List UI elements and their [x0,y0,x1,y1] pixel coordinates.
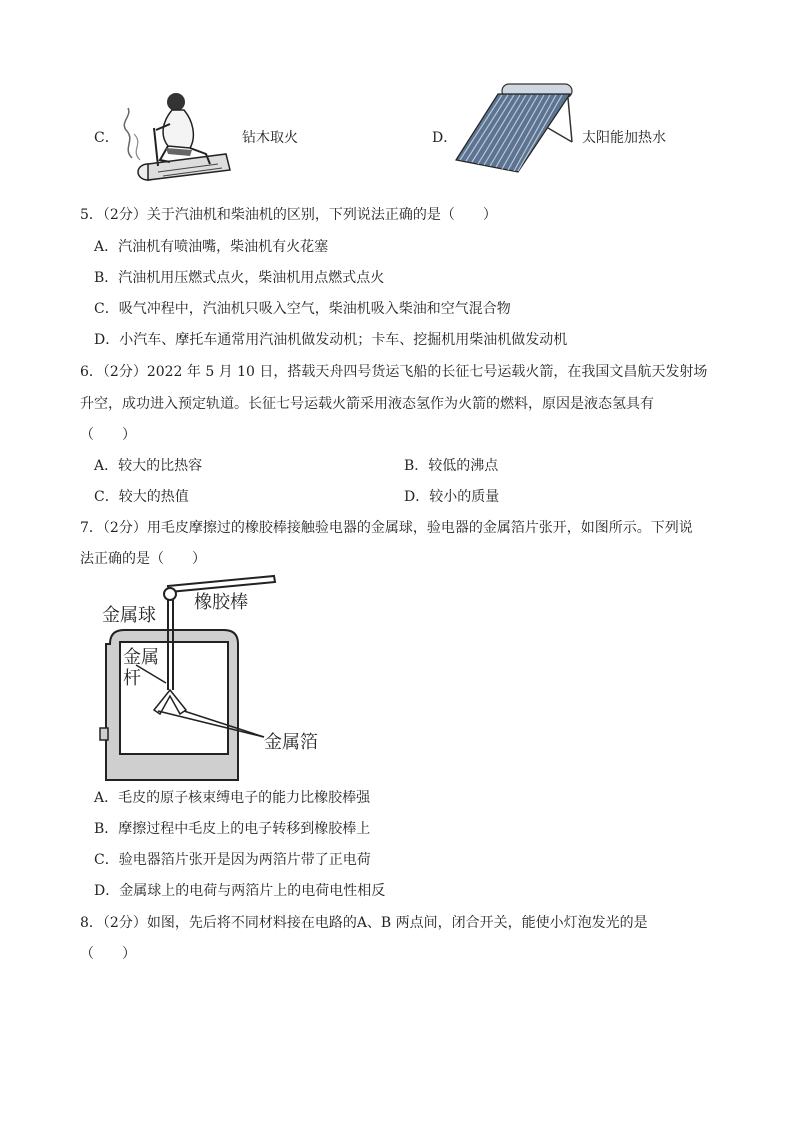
q6-stem-line3: （ ） [80,427,136,443]
q7-stem-line1: 7．（2分）用毛皮摩擦过的橡胶棒接触验电器的金属球，验电器的金属箔片张开，如图所示。下列说 [80,520,693,536]
drilling-wood-fire-image [118,88,236,184]
q4-option-d-label: 太阳能加热水 [582,130,666,146]
q6-option-b: B．较低的沸点 [404,458,499,474]
q5-option-c: C．吸气冲程中，汽油机只吸入空气，柴油机吸入柴油和空气混合物 [94,301,511,317]
q6-option-c: C．较大的热值 [94,489,189,505]
electroscope-diagram [96,570,336,784]
q6-option-a: A．较大的比热容 [94,458,203,474]
q7-option-c: C．验电器箔片张开是因为两箔片带了正电荷 [94,852,371,868]
q7-stem-line2: 法正确的是（ ） [80,551,206,567]
q6-stem-line2: 升空，成功进入预定轨道。长征七号运载火箭采用液态氢作为火箭的燃料，原因是液态氢具有 [80,396,654,412]
label-metal-stem-1: 金属 [123,647,159,668]
solar-water-heater-image [452,80,576,176]
q7-option-b: B．摩擦过程中毛皮上的电子转移到橡胶棒上 [94,821,371,837]
q8-stem-line2: （ ） [80,946,136,962]
q5-option-a: A．汽油机有喷油嘴，柴油机有火花塞 [94,239,329,255]
label-metal-foil: 金属箔 [264,732,318,753]
label-rubber-rod: 橡胶棒 [194,592,248,613]
metal-ball [164,588,176,600]
rubber-rod [168,576,275,592]
q8-stem-line1: 8．（2分）如图，先后将不同材料接在电路的A、B 两点间，闭合开关，能使小灯泡发光的是 [80,915,648,931]
q6-stem-line1: 6．（2分）2022 年 5 月 10 日，搭载天舟四号货运飞船的长征七号运载火箭，在我国文昌航天发射场 [80,364,708,380]
q5-option-b: B．汽油机用压燃式点火，柴油机用点燃式点火 [94,270,385,286]
label-metal-stem-2: 杆 [123,668,141,689]
q7-option-d: D．金属球上的电荷与两箔片上的电荷电性相反 [94,883,386,899]
label-metal-ball: 金属球 [102,605,156,626]
q7-option-a: A．毛皮的原子核束缚电子的能力比橡胶棒强 [94,790,371,806]
q6-option-d: D．较小的质量 [404,489,500,505]
q5-option-d: D．小汽车、摩托车通常用汽油机做发动机；卡车、挖掘机用柴油机做发动机 [94,332,568,348]
q4-option-c-letter: C． [94,130,119,146]
q4-option-d-letter: D． [432,130,458,146]
q5-stem: 5．（2分）关于汽油机和柴油机的区别，下列说法正确的是（ ） [80,207,497,223]
q4-option-c-label: 钻木取火 [242,130,298,146]
